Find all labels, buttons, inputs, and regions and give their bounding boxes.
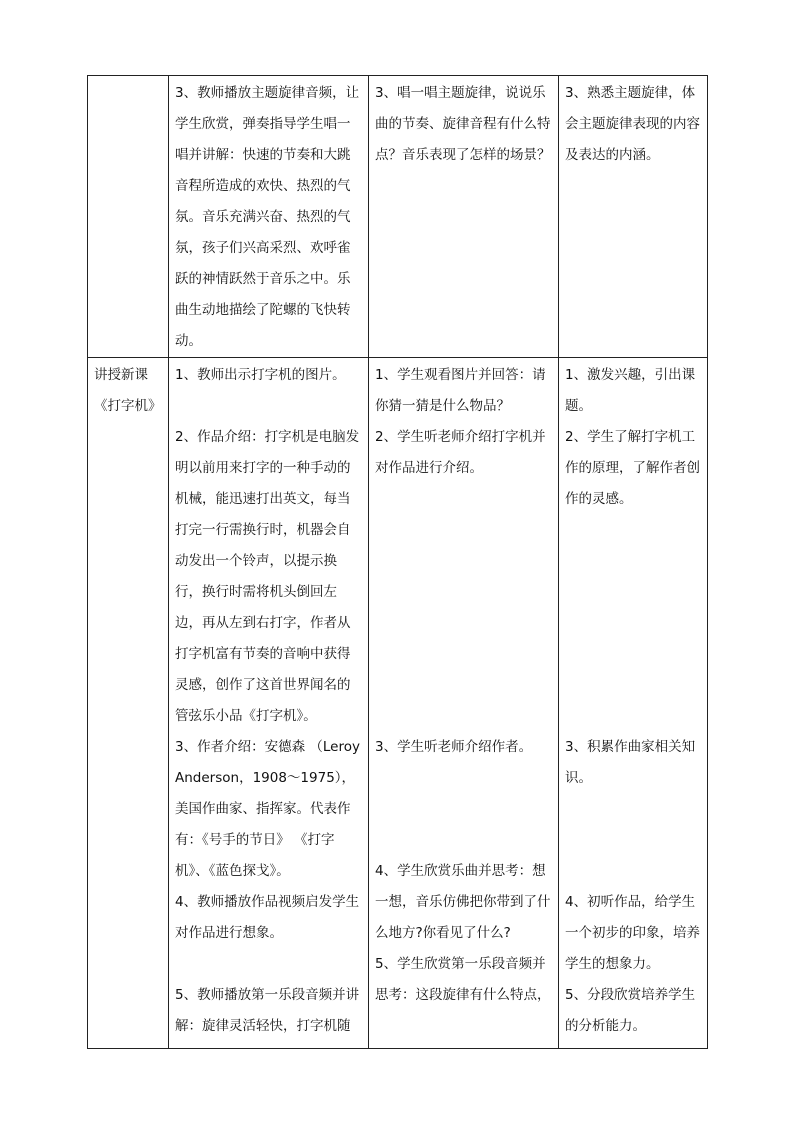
intent-item: 5、分段欣赏培养学生的分析能力。 bbox=[565, 987, 696, 1034]
student-activity-cell bbox=[369, 358, 559, 1049]
stage-cell bbox=[88, 358, 169, 1049]
design-intent-cell bbox=[559, 358, 708, 1049]
student-activity-cell bbox=[369, 76, 559, 358]
student-item: 3、唱一唱主题旋律，说说乐曲的节奏、旋律音程有什么特点？音乐表现了怎样的场景？ bbox=[375, 85, 551, 163]
teacher-item: 3、教师播放主题旋律音频，让学生欣赏，弹奏指导学生唱一唱并讲解：快速的节奏和大跳音程所造成的欢快、热烈的气氛。音乐充满兴奋、热烈的气氛，孩子们兴高采烈、欢呼雀跃的神情跃然于音乐之中。乐曲生动地描绘了陀螺的飞快转动。 bbox=[175, 85, 360, 349]
table-row bbox=[88, 358, 708, 1049]
teacher-activity-cell bbox=[169, 76, 369, 358]
intent-item: 2、学生了解打字机工作的原理，了解作者创作的灵感。 bbox=[565, 429, 700, 507]
intent-item: 4、初听作品，给学生一个初步的印象，培养学生的想象力。 bbox=[565, 894, 700, 972]
student-item: 1、学生观看图片并回答：请你猜一猜是什么物品？ bbox=[375, 367, 546, 414]
intent-item: 3、熟悉主题旋律，体会主题旋律表现的内容及表达的内涵。 bbox=[565, 85, 700, 163]
intent-item: 1、激发兴趣，引出课题。 bbox=[565, 367, 696, 414]
student-item: 5、学生欣赏第一乐段音频并思考：这段旋律有什么特点， bbox=[375, 956, 551, 1003]
intent-item: 3、积累作曲家相关知识。 bbox=[565, 739, 696, 786]
lesson-plan-table bbox=[87, 75, 708, 1049]
stage-label: 讲授新课《打字机》 bbox=[94, 367, 162, 414]
teacher-activity-cell bbox=[169, 358, 369, 1049]
teacher-item: 4、教师播放作品视频启发学生对作品进行想象。 bbox=[175, 894, 360, 941]
student-item: 3、学生听老师介绍作者。 bbox=[375, 739, 533, 755]
student-item: 4、学生欣赏乐曲并思考：想一想，音乐仿佛把你带到了什么地方?你看见了什么? bbox=[375, 863, 551, 941]
design-intent-cell bbox=[559, 76, 708, 358]
teacher-item: 3、作者介绍：安德森 （Leroy Anderson，1908～1975），美国作曲家、指挥家。代表作有：《号手的节日》 《打字机》、《蓝色探戈》。 bbox=[175, 739, 360, 879]
student-item: 2、学生听老师介绍打字机并对作品进行介绍。 bbox=[375, 429, 546, 476]
table-row bbox=[88, 76, 708, 358]
teacher-item: 2、作品介绍：打字机是电脑发明以前用来打字的一种手动的机械，能迅速打出英文，每当打完一行需换行时，机器会自动发出一个铃声，以提示换行，换行时需将机头倒回左边，再从左到右打字，作者从打字机富有节奏的音响中获得灵感，创作了这首世界闻名的管弦乐小品《打字机》。 bbox=[175, 429, 360, 724]
teacher-item: 1、教师出示打字机的图片。 bbox=[175, 367, 346, 383]
teacher-item: 5、教师播放第一乐段音频并讲解：旋律灵活轻快，打字机随 bbox=[175, 987, 360, 1034]
stage-cell bbox=[88, 76, 169, 358]
